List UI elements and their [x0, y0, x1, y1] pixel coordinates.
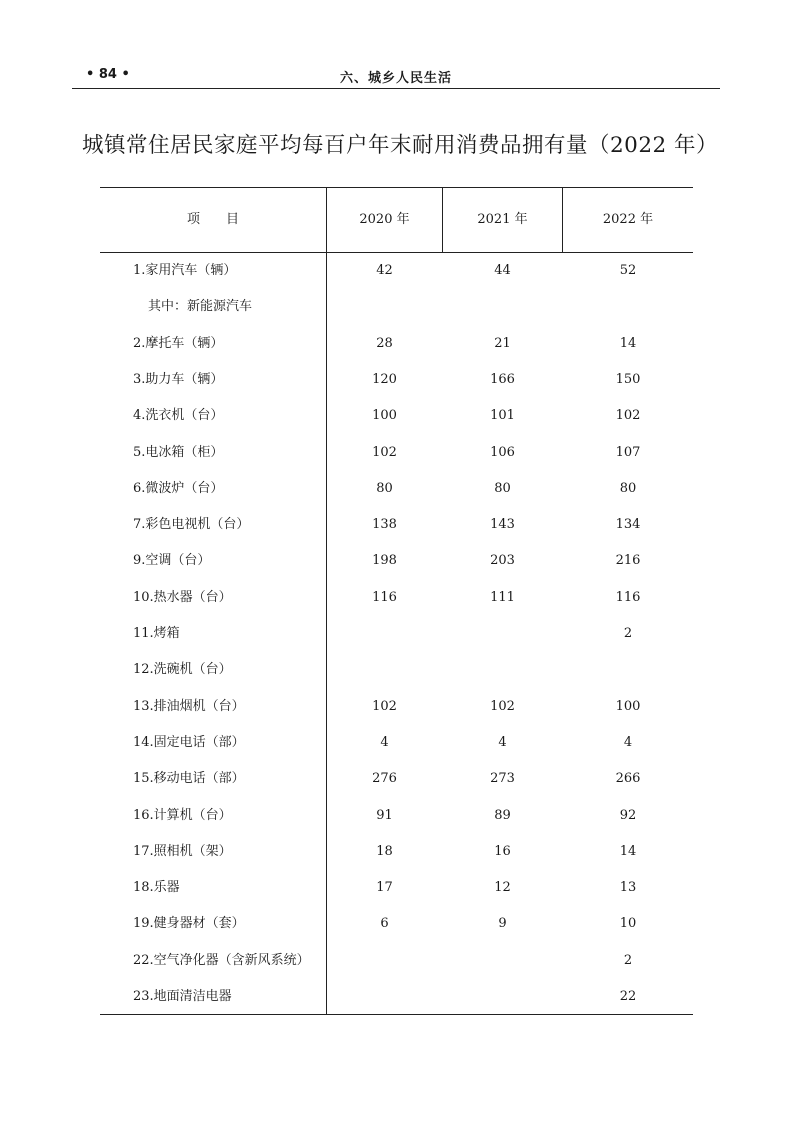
value-2022: 2 [623, 952, 633, 968]
value-2021: 143 [490, 517, 515, 533]
row-label: 4.洗衣机（台） [133, 408, 224, 424]
value-2021: 9 [498, 916, 507, 932]
value-2021 [443, 979, 562, 1015]
value-2021: 16 [494, 843, 511, 859]
table-row [100, 326, 693, 362]
value-2022: 10 [619, 916, 637, 932]
value-2022 [563, 289, 693, 325]
value-2020: 18 [376, 843, 393, 859]
table-row [100, 362, 693, 398]
table-row [100, 689, 693, 725]
value-2022 [563, 652, 693, 688]
value-2021 [443, 652, 562, 688]
value-2021: 44 [494, 263, 511, 278]
value-2021 [443, 289, 562, 325]
data-table [100, 187, 693, 1015]
table-row [100, 435, 693, 471]
row-label: 18.乐器 [133, 880, 180, 896]
value-2021: 203 [490, 553, 515, 569]
table-row [100, 943, 693, 979]
table-row [100, 580, 693, 616]
value-2020: 4 [380, 734, 389, 750]
value-2022: 102 [615, 408, 641, 424]
row-label: 15.移动电话（部） [133, 771, 245, 787]
value-2020: 100 [372, 408, 397, 424]
table-row [100, 543, 693, 579]
table-row [100, 906, 693, 942]
section-title: 六、城乡人民生活 [339, 71, 452, 86]
value-2022: 52 [619, 263, 637, 278]
value-2020: 276 [372, 771, 397, 787]
value-2022: 80 [619, 480, 637, 496]
value-2022: 150 [615, 371, 641, 387]
row-label: 2.摩托车（辆） [133, 335, 224, 351]
value-2020: 198 [372, 553, 397, 569]
column-header-item: 项 目 [186, 212, 239, 227]
value-2022: 116 [615, 589, 641, 605]
row-label: 22.空气净化器（含新风系统） [133, 952, 310, 968]
value-2022: 13 [619, 880, 637, 896]
value-2021: 21 [494, 335, 511, 351]
table-row [100, 834, 693, 870]
row-label: 11.烤箱 [133, 626, 180, 641]
value-2020: 102 [372, 698, 397, 714]
value-2020: 138 [372, 517, 397, 533]
value-2020 [327, 652, 442, 688]
value-2021: 101 [490, 408, 515, 424]
column-header-2020: 2020 年 [359, 212, 410, 227]
value-2022: 266 [615, 771, 641, 787]
value-2022: 14 [619, 843, 637, 859]
row-label: 5.电冰箱（柜） [133, 444, 224, 460]
value-2021: 89 [494, 807, 511, 823]
value-2020: 116 [372, 589, 397, 605]
row-label: 9.空调（台） [133, 553, 211, 569]
table-row [100, 725, 693, 761]
value-2021: 4 [498, 734, 507, 750]
table-row [100, 870, 693, 906]
row-label: 10.热水器（台） [133, 589, 232, 605]
table-row [100, 289, 693, 325]
row-label: 3.助力车（辆） [133, 371, 224, 387]
value-2020 [327, 616, 442, 652]
value-2020: 120 [372, 371, 397, 387]
value-2022: 216 [615, 553, 641, 569]
table-title: 城镇常住居民家庭平均每百户年末耐用消费品拥有量（2022 年） [81, 133, 719, 158]
row-label: 16.计算机（台） [133, 807, 232, 823]
value-2021: 12 [494, 880, 511, 896]
value-2021 [443, 616, 562, 652]
table-row [100, 398, 693, 434]
column-header-2022: 2022 年 [602, 212, 654, 227]
value-2020: 91 [376, 807, 393, 823]
value-2020: 42 [376, 263, 393, 278]
row-label: 7.彩色电视机（台） [133, 517, 250, 533]
value-2020: 17 [376, 880, 393, 896]
table-row [100, 652, 693, 688]
row-label: 14.固定电话（部） [133, 734, 245, 750]
table-row [100, 616, 693, 652]
value-2020 [327, 979, 442, 1015]
page-number: • 84 • [86, 67, 130, 82]
page-header [72, 64, 720, 89]
value-2022: 134 [615, 517, 641, 533]
value-2021 [443, 943, 562, 979]
value-2022: 2 [623, 626, 633, 641]
value-2021: 106 [490, 444, 515, 460]
table-header [100, 188, 693, 253]
value-2020: 102 [372, 444, 397, 460]
row-label: 6.微波炉（台） [133, 480, 224, 496]
row-label: 1.家用汽车（辆） [133, 263, 237, 278]
table-row [100, 761, 693, 797]
row-label: 12.洗碗机（台） [133, 662, 232, 678]
value-2020: 6 [380, 916, 389, 932]
row-label: 13.排油烟机（台） [133, 698, 245, 714]
table-row [100, 471, 693, 507]
row-label: 17.照相机（架） [133, 843, 232, 859]
table-row [100, 798, 693, 834]
value-2020: 28 [376, 335, 393, 351]
value-2021: 111 [490, 589, 515, 605]
value-2021: 80 [494, 480, 511, 496]
value-2021: 102 [490, 698, 515, 714]
value-2022: 14 [619, 335, 637, 351]
column-header-2021: 2021 年 [477, 212, 528, 227]
table-row [100, 979, 693, 1015]
row-label: 19.健身器材（套） [133, 916, 245, 932]
table-row [100, 507, 693, 543]
value-2020 [327, 943, 442, 979]
row-label: 23.地面清洁电器 [133, 989, 232, 1004]
value-2021: 166 [490, 371, 515, 387]
table-row [100, 253, 693, 289]
value-2022: 4 [623, 734, 633, 750]
row-label: 其中：新能源汽车 [148, 299, 253, 315]
value-2020 [327, 289, 442, 325]
value-2021: 273 [490, 771, 515, 787]
value-2022: 22 [619, 989, 637, 1004]
value-2022: 107 [615, 444, 641, 460]
value-2022: 92 [619, 807, 637, 823]
value-2020: 80 [376, 480, 393, 496]
value-2022: 100 [615, 698, 641, 714]
